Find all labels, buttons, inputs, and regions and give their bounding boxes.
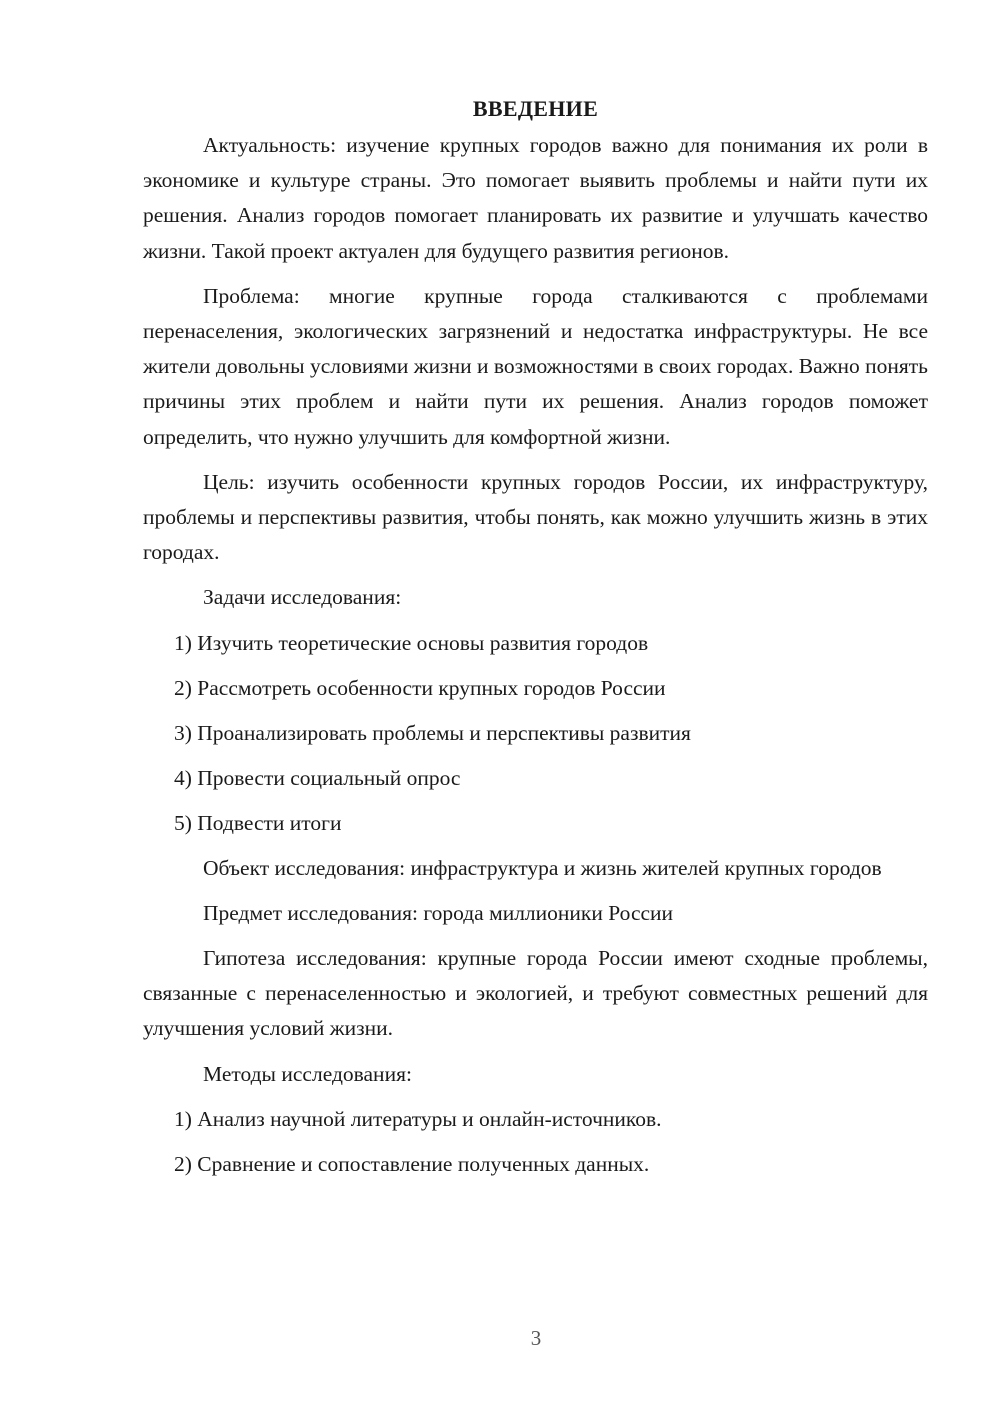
document-page	[143, 92, 928, 1192]
list-item: 2) Сравнение и сопоставление полученных данных.	[174, 1151, 650, 1176]
list-item: 2) Рассмотреть особенности крупных городов России	[174, 675, 666, 700]
list-item: 5) Подвести итоги	[174, 810, 342, 835]
subject-paragraph: Предмет исследования: города миллионики России	[203, 900, 674, 925]
list-item: 3) Проанализировать проблемы и перспективы развития	[174, 720, 691, 745]
section-title: ВВЕДЕНИЕ	[472, 96, 599, 121]
hypothesis-paragraph: Гипотеза исследования: крупные города России имеют сходные проблемы, связанные с перенаселенностью и экологией, и требуют совместных решений для улучшения условий жизни.	[143, 946, 928, 1041]
list-item: 1) Изучить теоретические основы развития городов	[174, 630, 649, 655]
list-item: 4) Провести социальный опрос	[174, 765, 461, 790]
methods-list	[143, 1102, 928, 1182]
list-item: 1) Анализ научной литературы и онлайн-источников.	[174, 1106, 662, 1131]
methods-heading: Методы исследования:	[203, 1061, 412, 1086]
problem-paragraph: Проблема: многие крупные города сталкиваются с проблемами перенаселения, экологических загрязнений и недостатка инфраструктуры. Не все жители довольны условиями жизни и возможностями в своих городах. Важно понять причины этих проблем и найти пути их решения. Анализ городов поможет определить, что нужно улучшить для комфортной жизни.	[143, 283, 928, 449]
relevance-paragraph: Актуальность: изучение крупных городов важно для понимания их роли в экономике и культуре страны. Это помогает выявить проблемы и найти пути их решения. Анализ городов помогает планировать их развитие и улучшать качество жизни. Такой проект актуален для будущего развития регионов.	[143, 133, 928, 263]
object-paragraph: Объект исследования: инфраструктура и жизнь жителей крупных городов	[203, 855, 882, 880]
tasks-list	[143, 626, 928, 841]
tasks-heading: Задачи исследования:	[203, 585, 402, 610]
page-number: 3	[530, 1326, 542, 1350]
goal-paragraph: Цель: изучить особенности крупных городов России, их инфраструктуру, проблемы и перспективы развития, чтобы понять, как можно улучшить жизнь в этих городах.	[143, 469, 928, 565]
